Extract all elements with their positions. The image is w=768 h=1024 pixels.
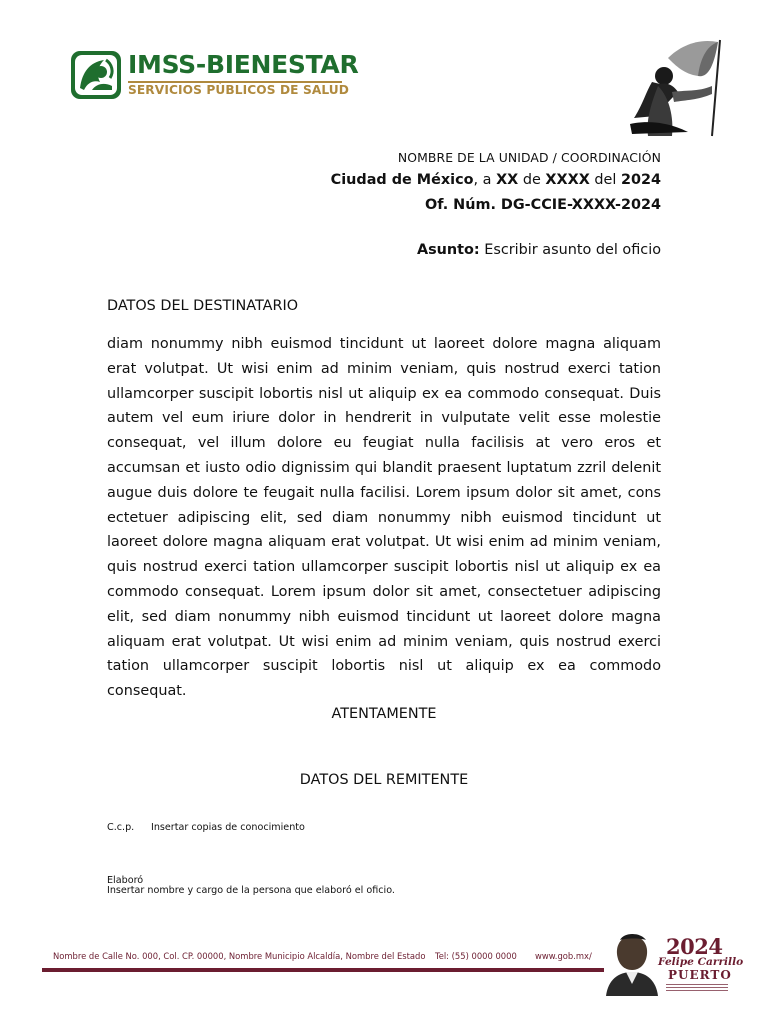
subject-line [417, 242, 661, 258]
footer-logo-microtext [666, 984, 728, 992]
recipient-heading: DATOS DEL DESTINATARIO [107, 298, 299, 314]
date-day: XX [496, 172, 519, 188]
date-sep-2: de [518, 172, 546, 188]
felipe-carrillo-puerto-logo [604, 930, 744, 996]
imss-bienestar-emblem-icon [70, 50, 122, 100]
subject-value: Escribir asunto del oficio [479, 242, 661, 258]
footer-address: Nombre de Calle No. 000, Col. CP. 00000, Nombre Municipio Alcaldía, Nombre del Estado [53, 951, 426, 961]
date-sep-1: , a [473, 172, 497, 188]
ccp-label: C.c.p. [107, 822, 135, 833]
footer-logo-year: 2024 [666, 934, 723, 959]
portrait-icon [604, 930, 660, 996]
date-sep-3: del [589, 172, 621, 188]
date-line [331, 172, 661, 188]
elaboro-label: Elaboró [107, 875, 144, 886]
logo-subtitle: SERVICIOS PÚBLICOS DE SALUD [128, 83, 349, 97]
footer-website[interactable]: www.gob.mx/ [535, 951, 592, 961]
elaboro-value: Insertar nombre y cargo de la persona que elaboró el oficio. [107, 885, 395, 896]
date-year: 2024 [620, 172, 661, 188]
logo-title: IMSS-BIENESTAR [128, 50, 359, 79]
letter-body: diam nonummy nibh euismod tincidunt ut laoreet dolore magna aliquam erat volutpat. Ut wisi enim ad minim veniam, quis nostrud exerci tation ullamcorper suscipit lobortis nisl ut aliquip ex ea commodo consequat. Duis autem vel eum iriure dolor in hendrerit in vulputate velit esse molestie consequat, vel illum dolore eu feugiat nulla facilisis at vero eros et accumsan et iusto odio dignissim qui blandit praesent luptatum zzril delenit augue duis dolore te feugait nulla facilisi. Lorem ipsum dolor sit amet, cons ectetuer adipiscing elit, sed diam nonummy nibh euismod tincidunt ut laoreet dolore magna aliquam erat volutpat. Ut wisi enim ad minim veniam, quis nostrud exerci tation ullamcorper suscipit lobortis nisl ut aliquip ex ea commodo consequat. Lorem ipsum dolor sit amet, consectetuer adipiscing elit, sed diam nonummy nibh euismod tincidunt ut laoreet dolore magna aliquam erat volutpat. Ut wisi enim ad minim veniam, quis nostrud exerci tation ullamcorper suscipit lobortis nisl ut aliquip ex ea commodo consequat. [107, 336, 661, 700]
date-city: Ciudad de México [330, 172, 474, 188]
closing-text: ATENTAMENTE [331, 706, 437, 722]
footer-divider [42, 968, 604, 972]
woman-with-flag-icon [628, 36, 726, 140]
office-number: Of. Núm. DG-CCIE-XXXX-2024 [424, 197, 661, 213]
date-month: XXXX [545, 172, 590, 188]
footer-logo-name: Felipe Carrillo [658, 956, 744, 968]
imss-bienestar-logo [70, 50, 359, 102]
footer-phone: Tel: (55) 0000 0000 [435, 951, 517, 961]
unit-name: NOMBRE DE LA UNIDAD / COORDINACIÓN [397, 150, 661, 165]
ccp-value: Insertar copias de conocimiento [151, 822, 305, 833]
footer-logo-surname: PUERTO [668, 968, 732, 982]
sender-heading: DATOS DEL REMITENTE [299, 772, 469, 788]
subject-label: Asunto: [416, 242, 480, 258]
